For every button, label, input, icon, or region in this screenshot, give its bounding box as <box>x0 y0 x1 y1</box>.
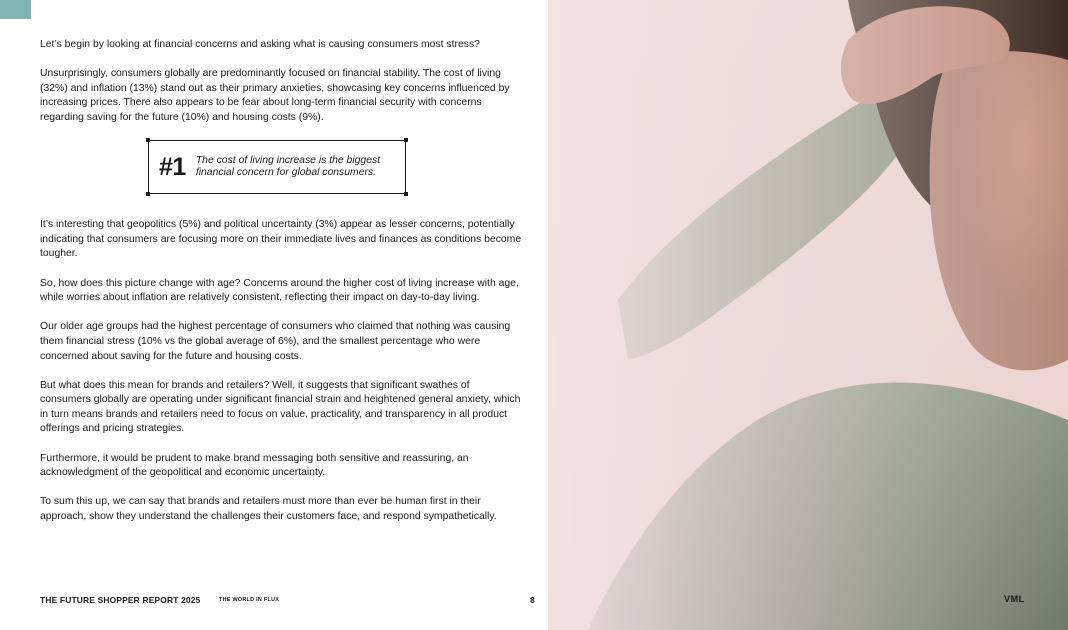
brand-logo: VML <box>1004 594 1025 604</box>
section-tab-marker <box>0 0 31 19</box>
paragraph-age: So, how does this picture change with age? Concerns around the higher cost of living increase with age, while worries about inflation are relatively consistent, reflecting their impact on day-to-day living. <box>40 277 519 304</box>
callout-corner-handle <box>404 138 408 142</box>
photo-illustration <box>548 0 1068 630</box>
callout-corner-handle <box>404 192 408 196</box>
stressed-woman-photo <box>548 0 1068 630</box>
paragraph-older-groups: Our older age groups had the highest percentage of consumers who claimed that nothing was causing them financial stress (10% vs the global average of 6%), and the smallest percentage who were concerned about saving for the future and housing costs. <box>40 321 511 362</box>
paragraph-intro: Let’s begin by looking at financial concerns and asking what is causing consumers most stress? <box>40 39 480 50</box>
paragraph-geopolitics: It’s interesting that geopolitics (5%) and political uncertainty (3%) appear as lesser concerns, potentially indicating that consumers are focusing more on their immediate lives and finances as conditions become tougher. <box>40 219 522 260</box>
page-number: 8 <box>530 595 535 605</box>
footer-section-title: THE WORLD IN FLUX <box>219 597 280 603</box>
body-text-column <box>40 38 522 539</box>
page-footer <box>40 595 538 607</box>
paragraph-summary: To sum this up, we can say that brands and retailers must more than ever be human first in their approach, show they understand the challenges their customers face, and respond sympathetically. <box>40 496 497 523</box>
paragraph-financial-stability: Unsurprisingly, consumers globally are predominantly focused on financial stability. The cost of living (32%) and inflation (13%) stand out as their primary anxieties, showcasing key concerns influenced by increasing prices. There also appears to be fear about long-term financial security with concerns regarding saving for the future (10%) and housing costs (9%). <box>40 68 510 123</box>
footer-report-title: THE FUTURE SHOPPER REPORT 2025 <box>40 595 201 605</box>
callout-corner-handle <box>146 138 150 142</box>
callout-rank-number: #1 <box>159 152 186 181</box>
paragraph-brands-retailers: But what does this mean for brands and retailers? Well, it suggests that significant swathes of consumers globally are operating under significant financial strain and heightened general anxiety, which in turn means brands and retailers need to focus on value, practicality, and transparency in all product offerings and pricing strategies. <box>40 379 521 435</box>
callout-text: The cost of living increase is the biggest financial concern for global consumers. <box>195 154 381 179</box>
callout-corner-handle <box>146 192 150 196</box>
stat-callout-box <box>148 140 406 194</box>
paragraph-messaging: Furthermore, it would be prudent to make brand messaging both sensitive and reassuring, an acknowledgment of the geopolitical and economic uncertainty. <box>40 452 469 479</box>
